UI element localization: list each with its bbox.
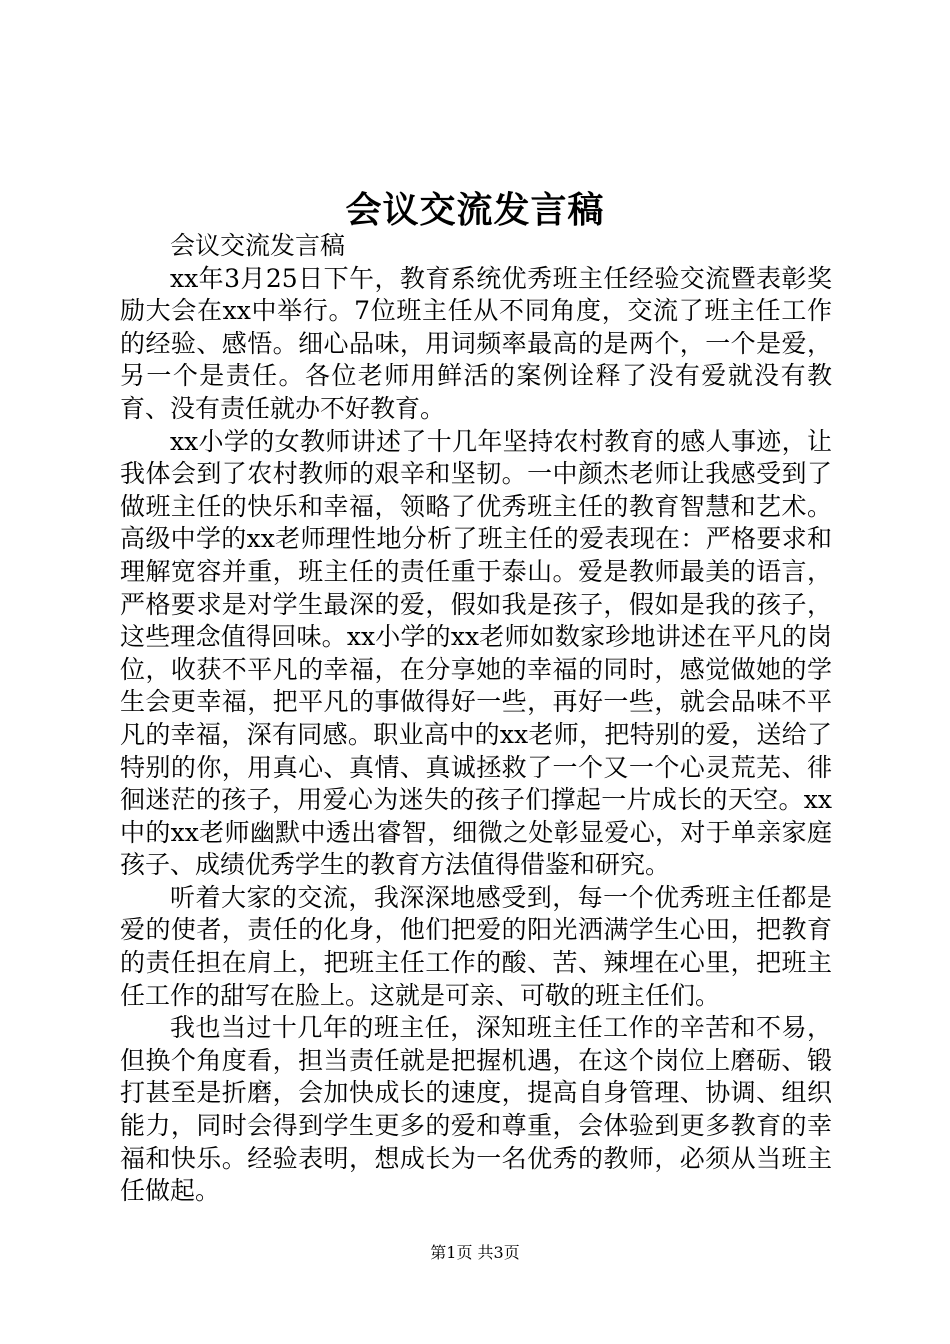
- page-number-footer: 第1页 共3页: [430, 1243, 520, 1262]
- paragraph: 听着大家的交流，我深深地感受到，每一个优秀班主任都是爱的使者，责任的化身，他们把爱的阳光洒满学生心田，把教育的责任担在肩上，把班主任工作的酸、苦、辣埋在心里，把班主任工作的甜写在脸上。这就是可亲、可敬的班主任们。: [120, 882, 832, 1010]
- document-body: [120, 230, 832, 1208]
- paragraph-subtitle: 会议交流发言稿: [170, 231, 346, 260]
- paragraph: xx小学的女教师讲述了十几年坚持农村教育的感人事迹，让我体会到了农村教师的艰辛和坚韧。一中颜杰老师让我感受到了做班主任的快乐和幸福，领略了优秀班主任的教育智慧和艺术。高级中学的xx老师理性地分析了班主任的爱表现在：严格要求和理解宽容并重，班主任的责任重于泰山。爱是教师最美的语言，严格要求是对学生最深的爱，假如我是孩子，假如是我的孩子，这些理念值得回味。xx小学的xx老师如数家珍地讲述在平凡的岗位，收获不平凡的幸福，在分享她的幸福的同时，感觉做她的学生会更幸福，把平凡的事做得好一些，再好一些，就会品味不平凡的幸福，深有同感。职业高中的xx老师，把特别的爱，送给了特别的你，用真心、真情、真诚拯救了一个又一个心灵荒芜、徘徊迷茫的孩子，用爱心为迷失的孩子们撑起一片成长的天空。xx中的xx老师幽默中透出睿智，细微之处彰显爱心，对于单亲家庭孩子、成绩优秀学生的教育方法值得借鉴和研究。: [120, 426, 832, 880]
- document-title: 会议交流发言稿: [345, 189, 605, 231]
- paragraph: 我也当过十几年的班主任，深知班主任工作的辛苦和不易，但换个角度看，担当责任就是把握机遇，在这个岗位上磨砺、锻打甚至是折磨，会加快成长的速度，提高自身管理、协调、组织能力，同时会得到学生更多的爱和尊重，会体验到更多教育的幸福和快乐。经验表明，想成长为一名优秀的教师，必须从当班主任做起。: [120, 1013, 832, 1206]
- paragraph: xx年3月25日下午，教育系统优秀班主任经验交流暨表彰奖励大会在xx中举行。7位班主任从不同角度，交流了班主任工作的经验、感悟。细心品味，用词频率最高的是两个，一个是爱，另一个是责任。各位老师用鲜活的案例诠释了没有爱就没有教育、没有责任就办不好教育。: [120, 263, 832, 423]
